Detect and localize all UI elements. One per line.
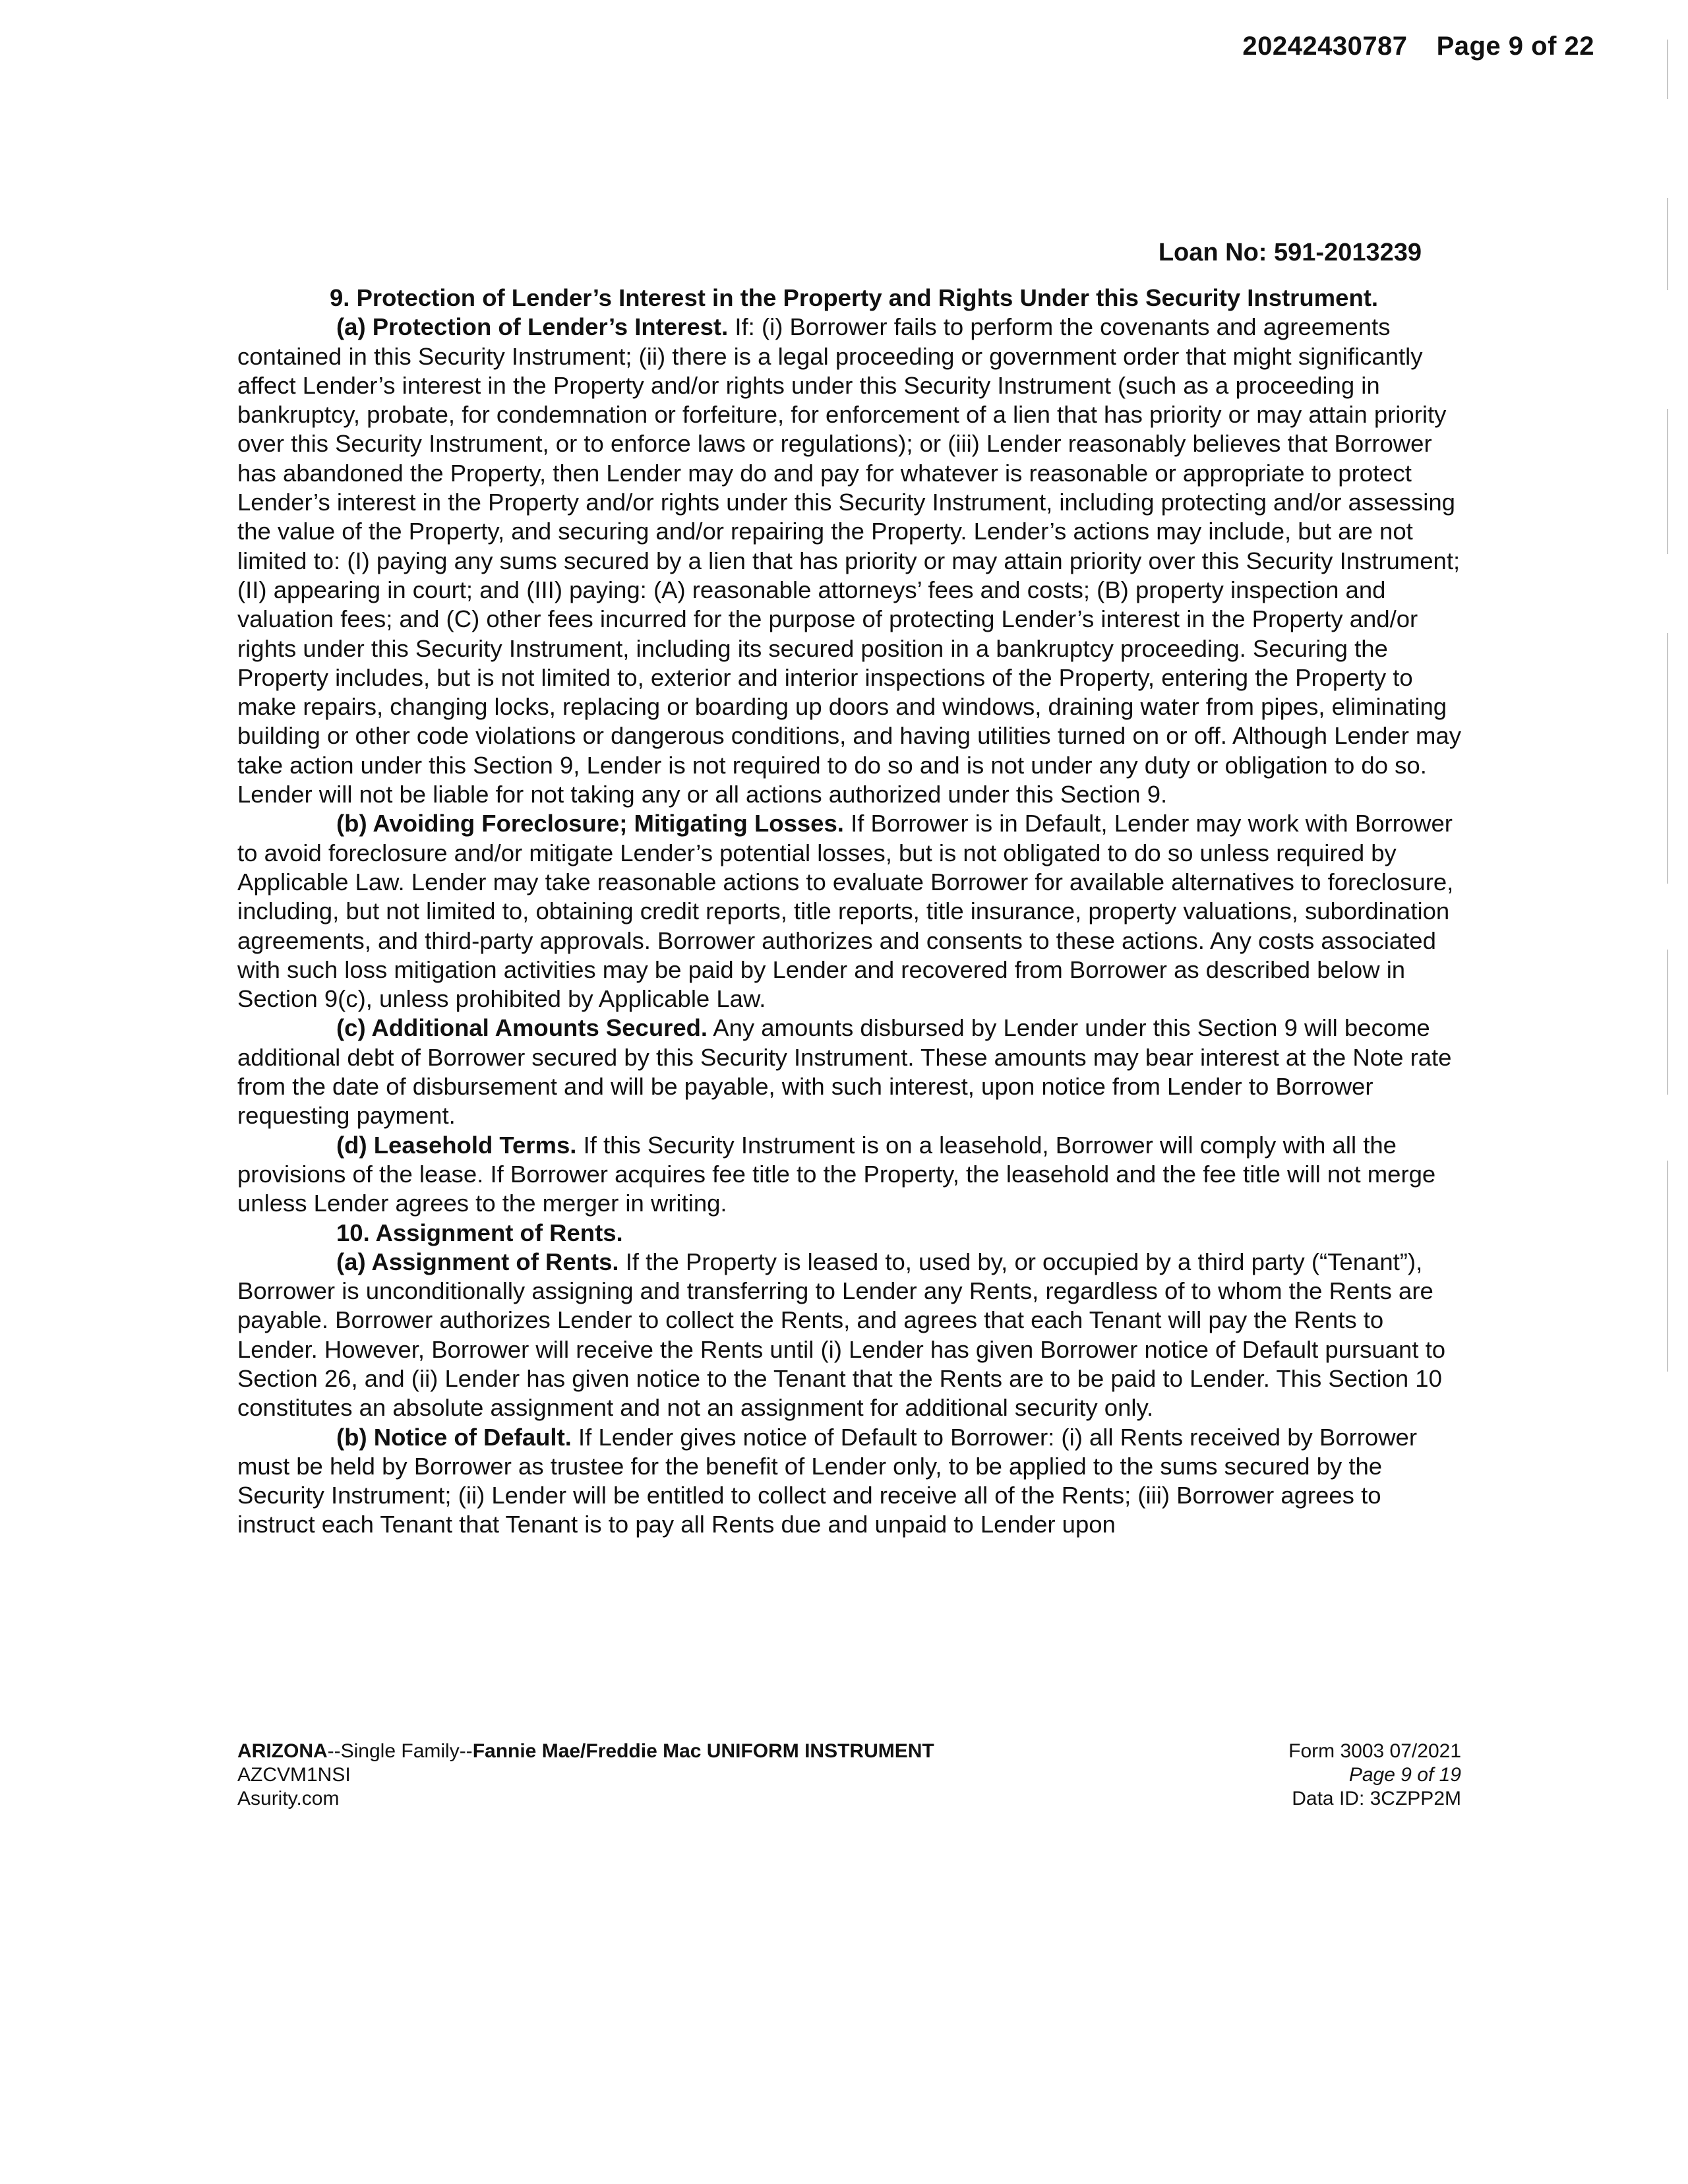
footer-form-title bbox=[237, 1740, 934, 1763]
section-9a-title: (a) Protection of Lender’s Interest. bbox=[336, 313, 729, 341]
footer-data-id: Data ID: 3CZPP2M bbox=[1292, 1788, 1461, 1809]
section-9b-paragraph bbox=[237, 809, 1464, 1014]
recording-number: 20242430787 bbox=[1242, 32, 1408, 61]
section-10a-title: (a) Assignment of Rents. bbox=[336, 1248, 619, 1275]
section-9-heading-text: 9. Protection of Lender’s Interest in the Property and Rights Under this Security Instrument. bbox=[330, 284, 1379, 311]
section-10a-paragraph bbox=[237, 1248, 1464, 1423]
section-10b-title: (b) Notice of Default. bbox=[336, 1423, 572, 1451]
section-9c-paragraph bbox=[237, 1014, 1464, 1130]
footer-form-number: Form 3003 07/2021 bbox=[1288, 1740, 1461, 1762]
footer-form-desc-plain: --Single Family-- bbox=[327, 1740, 473, 1762]
footer-form-desc-bold: Fannie Mae/Freddie Mac UNIFORM INSTRUMENT bbox=[472, 1740, 934, 1762]
section-9d-title: (d) Leasehold Terms. bbox=[336, 1131, 577, 1159]
recording-page-label: Page 9 of 22 bbox=[1436, 32, 1594, 61]
footer-form-page: Page 9 of 19 bbox=[1348, 1764, 1461, 1786]
recording-header bbox=[1242, 32, 1594, 61]
section-9a-paragraph bbox=[237, 313, 1464, 809]
section-9c-text: Any amounts disbursed by Lender under this Section 9 will become additional debt of Borrower secured by this Security Instrument. These amounts may bear interest at the Note rate from the date of disbursement and will be payable, with such interest, upon notice from Lender to Borrower requesting payment. bbox=[237, 1014, 1452, 1130]
scan-edge-marks bbox=[1667, 40, 1670, 1490]
loan-number: Loan No: 591-2013239 bbox=[1158, 239, 1422, 266]
section-9b-text: If Borrower is in Default, Lender may work with Borrower to avoid foreclosure and/or mitigate Lender’s potential losses, but is not obligated to do so unless required by Applicable Law. Lender may take reasonable actions to evaluate Borrower for available alternatives to foreclosure, including, but not limited to, obtaining credit reports, title reports, title insurance, property valuations, subordination agreements, and third-party approvals. Borrower authorizes and consents to these actions. Any costs associated with such loss mitigation activities may be paid by Lender and recovered from Borrower as described below in Section 9(c), unless prohibited by Applicable Law. bbox=[237, 810, 1454, 1013]
section-10-heading bbox=[237, 1219, 1464, 1248]
section-10b-paragraph bbox=[237, 1423, 1464, 1540]
section-9d-text: If this Security Instrument is on a leasehold, Borrower will comply with all the provisions of the lease. If Borrower acquires fee title to the Property, the leasehold and the fee title will not merge unless Lender agrees to the merger in writing. bbox=[237, 1131, 1436, 1217]
section-9d-paragraph bbox=[237, 1131, 1464, 1219]
footer-form-state: ARIZONA bbox=[237, 1740, 328, 1762]
section-9b-title: (b) Avoiding Foreclosure; Mitigating Losses. bbox=[336, 810, 844, 837]
footer-code: AZCVM1NSI bbox=[237, 1764, 351, 1786]
section-9-heading bbox=[237, 284, 1464, 313]
section-9c-title: (c) Additional Amounts Secured. bbox=[336, 1014, 708, 1042]
section-10-heading-text: 10. Assignment of Rents. bbox=[336, 1219, 623, 1246]
section-10b-text: If Lender gives notice of Default to Borrower: (i) all Rents received by Borrower must be held by Borrower as trustee for the benefit of Lender only, to be applied to the sums secured by the Security Instrument; (ii) Lender will be entitled to collect and receive all of the Rents; (iii) Borrower agrees to instruct each Tenant that Tenant is to pay all Rents due and unpaid to Lender upon bbox=[237, 1423, 1418, 1538]
footer-form-info bbox=[237, 1740, 934, 1811]
section-10a-text: If the Property is leased to, used by, or occupied by a third party (“Tenant”), Borrower is unconditionally assigning and transferring to Lender any Rents, regardless of to whom the Rents are payable. Borrower authorizes Lender to collect the Rents, and agrees that each Tenant will pay the Rents to Lender. However, Borrower will receive the Rents until (i) Lender has given Borrower notice of Default pursuant to Section 26, and (ii) Lender has given notice to the Tenant that the Rents are to be paid to Lender. This Section 10 constitutes an absolute assignment and not an assignment for additional security only. bbox=[237, 1248, 1446, 1422]
footer-form-meta bbox=[1288, 1740, 1461, 1811]
document-body bbox=[237, 284, 1464, 1540]
footer-site: Asurity.com bbox=[237, 1788, 340, 1809]
section-9a-text: If: (i) Borrower fails to perform the covenants and agreements contained in this Security Instrument; (ii) there is a legal proceeding or government order that might significantly affect Lender’s interest in the Property and/or rights under this Security Instrument (such as a proceeding in bankruptcy, probate, for condemnation or forfeiture, for enforcement of a lien that has priority or may attain priority over this Security Instrument, or to enforce laws or regulations); or (iii) Lender reasonably believes that Borrower has abandoned the Property, then Lender may do and pay for whatever is reasonable or appropriate to protect Lender’s interest in the Property and/or rights under this Security Instrument, including protecting and/or assessing the value of the Property, and securing and/or repairing the Property. Lender’s actions may include, but are not limited to: (I) paying any sums secured by a lien that has priority or may attain priority over this Security Instrument; (II) appearing in court; and (III) paying: (A) reasonable attorneys’ fees and costs; (B) property inspection and valuation fees; and (C) other fees incurred for the purpose of protecting Lender’s interest in the Property and/or rights under this Security Instrument, including its secured position in a bankruptcy proceeding. Securing the Property includes, but is not limited to, exterior and interior inspections of the Property, entering the Property to make repairs, changing locks, replacing or boarding up doors and windows, draining water from pipes, eliminating building or other code violations or dangerous conditions, and having utilities turned on or off. Although Lender may take action under this Section 9, Lender is not required to do so and is not under any duty or obligation to do so. Lender will not be liable for not taking any or all actions authorized under this Section 9. bbox=[237, 313, 1461, 808]
